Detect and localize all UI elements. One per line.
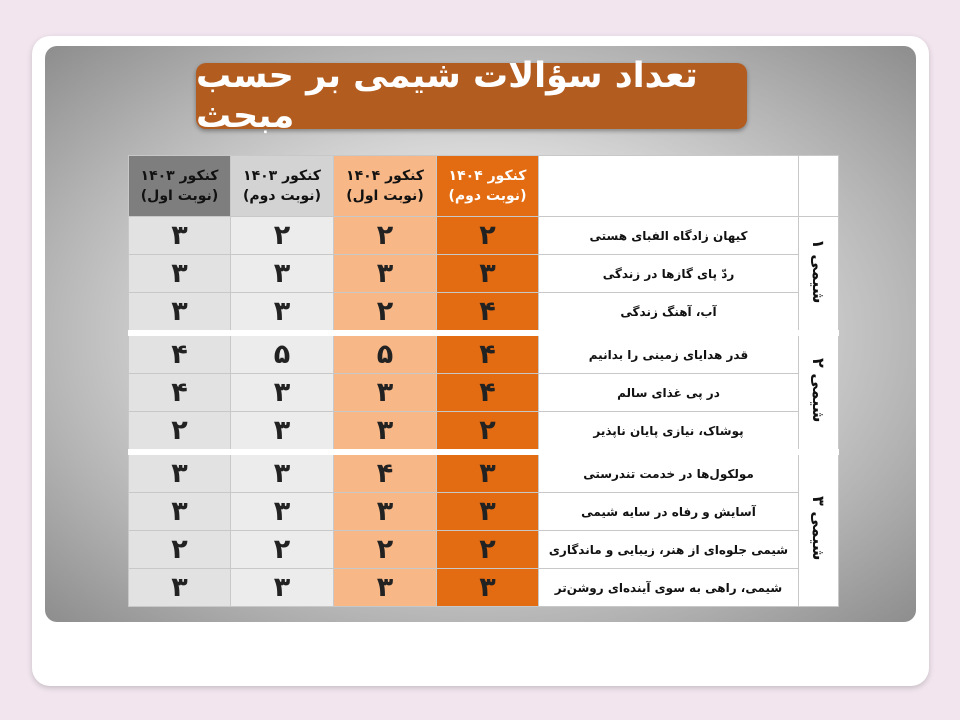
topic-cell: شیمی جلوه‌ای از هنر، زیبایی و ماندگاری bbox=[539, 531, 799, 569]
count-cell: ۳ bbox=[129, 569, 231, 607]
column-header-1404-second: کنکور ۱۴۰۴ (نوبت دوم) bbox=[437, 156, 539, 217]
topic-cell: آب، آهنگ زندگی bbox=[539, 293, 799, 334]
count-cell: ۴ bbox=[437, 333, 539, 374]
table-row bbox=[129, 412, 839, 453]
questions-table bbox=[128, 155, 839, 607]
table-row bbox=[129, 333, 839, 374]
table-row bbox=[129, 217, 839, 255]
group-label-cell bbox=[799, 217, 839, 334]
count-cell: ۲ bbox=[334, 217, 437, 255]
count-cell: ۳ bbox=[231, 493, 334, 531]
topic-cell: آسایش و رفاه در سایه شیمی bbox=[539, 493, 799, 531]
table-row bbox=[129, 569, 839, 607]
count-cell: ۲ bbox=[437, 412, 539, 453]
topic-cell: کیهان زادگاه الفبای هستی bbox=[539, 217, 799, 255]
group-label: شیمی ۲ bbox=[809, 358, 828, 423]
table-row bbox=[129, 452, 839, 493]
table-row bbox=[129, 255, 839, 293]
column-header-1403-second: کنکور ۱۴۰۳ (نوبت دوم) bbox=[231, 156, 334, 217]
count-cell: ۴ bbox=[437, 374, 539, 412]
count-cell: ۲ bbox=[129, 531, 231, 569]
topic-cell: پوشاک، نیازی پایان ناپذیر bbox=[539, 412, 799, 453]
group-label: شیمی ۳ bbox=[809, 496, 828, 561]
column-header-1404-first: کنکور ۱۴۰۴ (نوبت اول) bbox=[334, 156, 437, 217]
count-cell: ۳ bbox=[437, 493, 539, 531]
count-cell: ۲ bbox=[437, 531, 539, 569]
count-cell: ۲ bbox=[231, 531, 334, 569]
count-cell: ۳ bbox=[437, 452, 539, 493]
count-cell: ۴ bbox=[437, 293, 539, 334]
count-cell: ۳ bbox=[334, 569, 437, 607]
count-cell: ۵ bbox=[231, 333, 334, 374]
count-cell: ۳ bbox=[231, 255, 334, 293]
topic-cell: ردّ پای گازها در زندگی bbox=[539, 255, 799, 293]
count-cell: ۴ bbox=[129, 333, 231, 374]
count-cell: ۳ bbox=[231, 374, 334, 412]
count-cell: ۳ bbox=[129, 255, 231, 293]
slide-title: تعداد سؤالات شیمی بر حسب مبحث bbox=[196, 63, 747, 129]
count-cell: ۲ bbox=[129, 412, 231, 453]
count-cell: ۳ bbox=[129, 293, 231, 334]
table-row bbox=[129, 493, 839, 531]
count-cell: ۳ bbox=[437, 569, 539, 607]
count-cell: ۳ bbox=[334, 493, 437, 531]
count-cell: ۲ bbox=[437, 217, 539, 255]
count-cell: ۲ bbox=[231, 217, 334, 255]
table-row bbox=[129, 374, 839, 412]
count-cell: ۵ bbox=[334, 333, 437, 374]
topic-cell: قدر هدایای زمینی را بدانیم bbox=[539, 333, 799, 374]
table-row bbox=[129, 531, 839, 569]
count-cell: ۳ bbox=[334, 374, 437, 412]
count-cell: ۳ bbox=[334, 255, 437, 293]
count-cell: ۲ bbox=[334, 293, 437, 334]
count-cell: ۳ bbox=[437, 255, 539, 293]
count-cell: ۳ bbox=[129, 452, 231, 493]
column-header-1403-first: کنکور ۱۴۰۳ (نوبت اول) bbox=[129, 156, 231, 217]
header-row bbox=[129, 156, 839, 217]
count-cell: ۴ bbox=[334, 452, 437, 493]
topic-cell: مولکول‌ها در خدمت تندرستی bbox=[539, 452, 799, 493]
count-cell: ۳ bbox=[231, 412, 334, 453]
count-cell: ۳ bbox=[231, 452, 334, 493]
table-row bbox=[129, 293, 839, 334]
topic-cell: شیمی، راهی به سوی آینده‌ای روشن‌تر bbox=[539, 569, 799, 607]
header-group-cell bbox=[799, 156, 839, 217]
count-cell: ۳ bbox=[129, 217, 231, 255]
count-cell: ۳ bbox=[334, 412, 437, 453]
count-cell: ۳ bbox=[129, 493, 231, 531]
group-label-cell bbox=[799, 452, 839, 607]
count-cell: ۴ bbox=[129, 374, 231, 412]
topic-cell: در پی غذای سالم bbox=[539, 374, 799, 412]
group-label-cell bbox=[799, 333, 839, 452]
count-cell: ۳ bbox=[231, 569, 334, 607]
header-topic-cell bbox=[539, 156, 799, 217]
group-label: شیمی ۱ bbox=[809, 239, 828, 304]
count-cell: ۲ bbox=[334, 531, 437, 569]
count-cell: ۳ bbox=[231, 293, 334, 334]
